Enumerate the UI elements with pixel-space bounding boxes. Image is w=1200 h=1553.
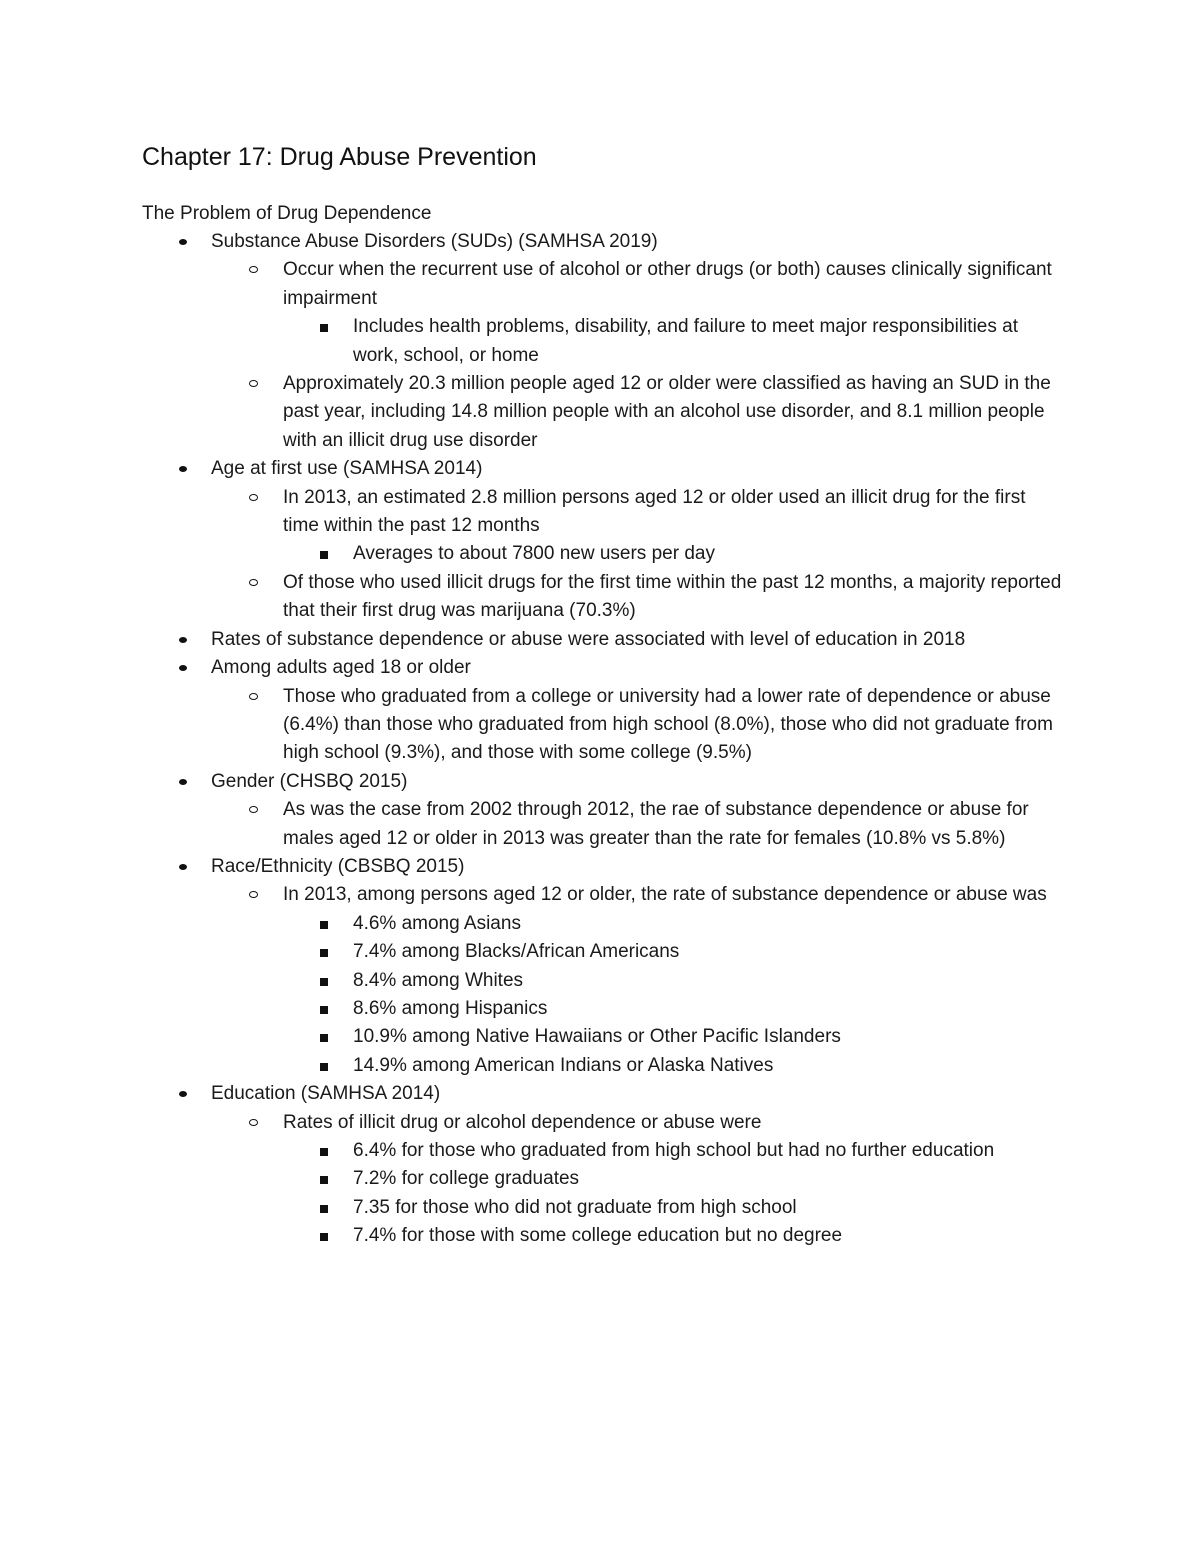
list-item [0,256,1063,313]
list-item-text: 7.4% among Blacks/African Americans [353,941,680,963]
hollow-bullet-icon [249,266,258,273]
list-item-text: 7.2% for college graduates [353,1168,580,1190]
section-heading: The Problem of Drug Dependence [142,203,432,224]
filled-bullet-icon [179,1091,187,1097]
list-item-text: Age at first use (SAMHSA 2014) [211,458,483,480]
square-bullet-icon [320,921,328,929]
square-bullet-icon [320,324,328,332]
list-item [0,967,1043,995]
list-item [0,540,1043,568]
list-item-text: Occur when the recurrent use of alcohol or other drugs (or both) causes clinically significant impairment [283,259,1052,309]
list-item-text: 7.35 for those who did not graduate from high school [353,1196,797,1218]
filled-bullet-icon [179,637,187,643]
list-item [0,1080,1061,1108]
filled-bullet-icon [179,239,187,245]
list-item-text: 8.4% among Whites [353,969,524,991]
filled-bullet-icon [179,466,187,472]
square-bullet-icon [320,1176,328,1184]
list-item [0,910,1043,938]
list-item-text: 8.6% among Hispanics [353,997,548,1019]
filled-bullet-icon [179,864,187,870]
hollow-bullet-icon [249,579,258,586]
list-item [0,796,1063,853]
list-item-text: Among adults aged 18 or older [211,657,471,679]
list-item [0,1052,1043,1080]
list-item [0,853,1061,881]
list-item [0,228,1061,256]
list-item-text: In 2013, among persons aged 12 or older, the rate of substance dependence or abuse was [283,884,1047,906]
list-item [0,683,1063,768]
hollow-bullet-icon [249,693,258,700]
list-item-text: 10.9% among Native Hawaiians or Other Pacific Islanders [353,1026,841,1048]
square-bullet-icon [320,551,328,559]
list-item [0,455,1061,483]
list-item-text: As was the case from 2002 through 2012, the rae of substance dependence or abuse for males aged 12 or older in 2013 was greater than the rate for females (10.8% vs 5.8%) [283,799,1029,849]
list-item-text: Approximately 20.3 million people aged 12 or older were classified as having an SUD in the past year, including 14.8 million people with an alcohol use disorder, and 8.1 million people with an illicit drug use disorder [283,373,1051,451]
hollow-bullet-icon [249,891,258,898]
filled-bullet-icon [179,779,187,785]
list-item [0,1222,1043,1250]
list-item [0,768,1061,796]
square-bullet-icon [320,1205,328,1213]
list-item-text: Race/Ethnicity (CBSBQ 2015) [211,855,465,877]
list-item-text: Averages to about 7800 new users per day [353,543,715,565]
list-item-text: Includes health problems, disability, and failure to meet major responsibilities at work, school, or home [353,316,1018,366]
list-item-text: In 2013, an estimated 2.8 million persons aged 12 or older used an illicit drug for the first time within the past 12 months [283,486,1026,537]
square-bullet-icon [320,1148,328,1156]
list-item [0,995,1043,1023]
list-item-text: Of those who used illicit drugs for the first time within the past 12 months, a majority reported that their first drug was marijuana (70.3%) [283,571,1062,622]
hollow-bullet-icon [249,494,258,501]
list-item-text: 6.4% for those who graduated from high school but had no further education [353,1140,995,1161]
square-bullet-icon [320,978,328,986]
list-item [0,938,1043,966]
page-title: Chapter 17: Drug Abuse Prevention [142,143,537,171]
list-item [0,626,1061,654]
bullet-outline [0,228,1200,1251]
list-item-text: Rates of illicit drug or alcohol dependence or abuse were [283,1111,762,1133]
list-item [0,1194,1043,1222]
list-item [0,569,1063,626]
list-item [0,1165,1043,1193]
hollow-bullet-icon [249,1119,258,1126]
list-item [0,1023,1043,1051]
list-item-text: 7.4% for those with some college education but no degree [353,1225,843,1247]
list-item [0,484,1063,541]
list-item-text: Gender (CHSBQ 2015) [211,770,408,792]
list-item [0,313,1043,370]
list-item-text: Rates of substance dependence or abuse were associated with level of education in 2018 [211,628,966,650]
square-bullet-icon [320,949,328,957]
square-bullet-icon [320,1006,328,1014]
list-item [0,370,1063,455]
hollow-bullet-icon [249,380,258,387]
list-item-text: 14.9% among American Indians or Alaska Natives [353,1054,774,1076]
square-bullet-icon [320,1063,328,1071]
list-item [0,654,1061,682]
list-item-text: Education (SAMHSA 2014) [211,1083,441,1105]
list-item-text: Substance Abuse Disorders (SUDs) (SAMHSA 2019) [211,231,658,252]
square-bullet-icon [320,1233,328,1241]
list-item [0,881,1063,909]
list-item [0,1137,1043,1165]
list-item-text: Those who graduated from a college or university had a lower rate of dependence or abuse (6.4%) than those who graduated from high school (8.0%), those who did not graduate from high school (9.3%), and those with some college (9.5%) [283,685,1053,764]
square-bullet-icon [320,1034,328,1042]
list-item [0,1109,1063,1137]
list-item-text: 4.6% among Asians [353,912,521,934]
filled-bullet-icon [179,665,187,671]
hollow-bullet-icon [249,806,258,813]
